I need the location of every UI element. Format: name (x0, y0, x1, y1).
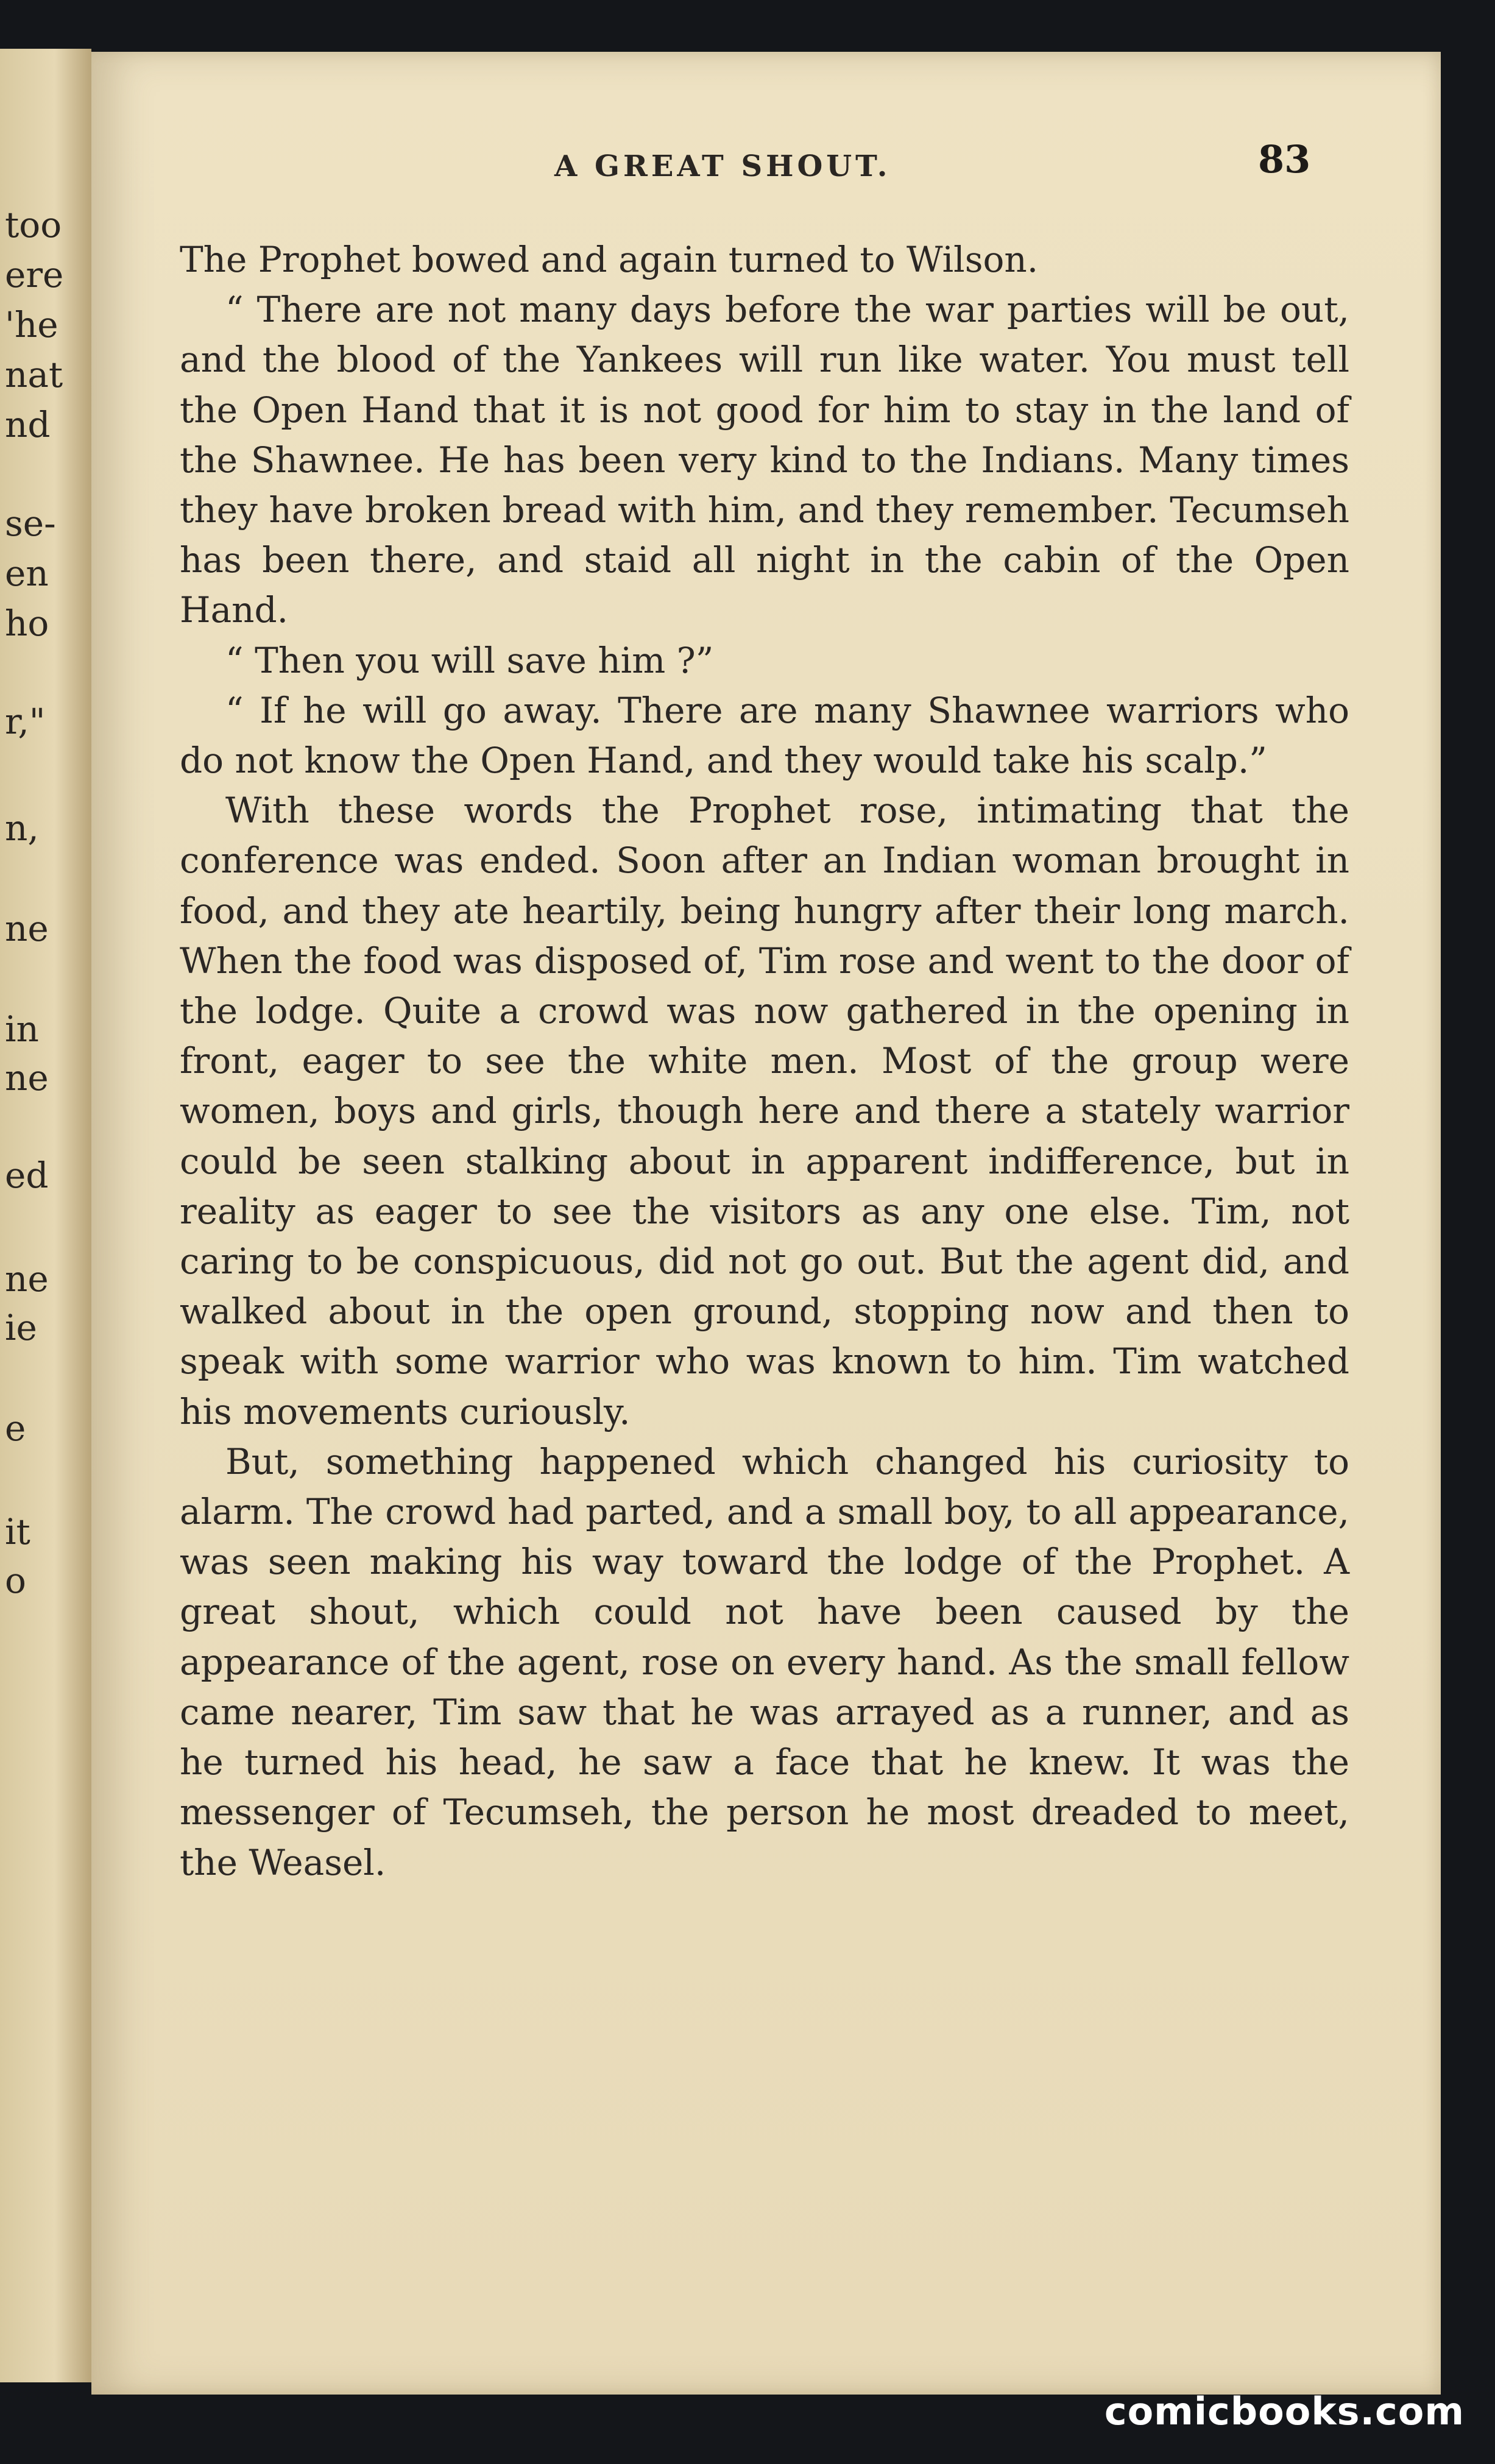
facing-page-edge (0, 49, 91, 2382)
paragraph: “ There are not many days before the war parties will be out, and the blood of the Yankees will run like water. You must tell the Open Hand that it is not good for him to stay in the land of the Shawnee. He has been very kind to the Indians. Many times they have broken bread with him, and they remember. Tecumseh has been there, and staid all night in the cabin of the Open Hand. (180, 289, 1349, 631)
facing-page-fragment: ne (5, 908, 49, 949)
page-number: 83 (1258, 137, 1311, 182)
facing-page-fragment: se- (5, 503, 56, 544)
paragraph: The Prophet bowed and again turned to Wilson. (180, 239, 1039, 280)
running-head: A GREAT SHOUT. (554, 149, 891, 183)
book-page (91, 52, 1441, 2395)
facing-page-fragment: e (5, 1407, 26, 1449)
facing-page-fragment: it (5, 1511, 30, 1552)
facing-page-fragment: n, (5, 807, 39, 849)
facing-page-fragment: r," (5, 701, 46, 742)
facing-page-fragment: too (5, 204, 62, 246)
facing-page-fragment: o (5, 1560, 26, 1601)
facing-page-fragment: 'he (5, 304, 58, 345)
facing-page-fragment: ere (5, 254, 64, 296)
body-text (180, 235, 1349, 1888)
facing-page-fragment: en (5, 553, 49, 594)
paragraph: But, something happened which changed his curiosity to alarm. The crowd had parted, and a small boy, to all appearance, was seen making his way toward the lodge of the Prophet. A great shout, which could not have been caused by the appearance of the agent, rose on every hand. As the small fellow came nearer, Tim saw that he was arrayed as a runner, and as he turned his head, he saw a face that he knew. It was the messenger of Tecumseh, the person he most dreaded to meet, the Weasel. (180, 1440, 1349, 1883)
watermark: comicbooks.com (1104, 2389, 1465, 2434)
facing-page-fragment: nd (5, 404, 51, 445)
facing-page-fragment: ho (5, 603, 49, 644)
facing-page-fragment: ne (5, 1057, 49, 1099)
paragraph: “ Then you will save him ?” (225, 639, 714, 681)
paragraph: “ If he will go away. There are many Shawnee warriors who do not know the Open Hand, and they would take his scalp.” (180, 689, 1349, 782)
paragraph: With these words the Prophet rose, intimating that the conference was ended. Soon after an Indian woman brought in food, and they ate heartily, being hungry after their long march. When the food was disposed of, Tim rose and went to the door of the lodge. Quite a crowd was now gathered in the opening in front, eager to see the white men. Most of the group were women, boys and girls, though here and there a stately warrior could be seen stalking about in apparent indifference, but in reality as eager to see the visitors as any one else. Tim, not caring to be conspicuous, did not go out. But the agent did, and walked about in the open ground, stopping now and then to speak with some warrior who was known to him. Tim watched his movements curiously. (180, 790, 1349, 1432)
facing-page-fragment: ie (5, 1307, 37, 1348)
facing-page-fragment: ne (5, 1258, 49, 1300)
facing-page-fragment: nat (5, 354, 63, 395)
facing-page-fragment: in (5, 1008, 39, 1050)
facing-page-fragment: ed (5, 1155, 49, 1196)
